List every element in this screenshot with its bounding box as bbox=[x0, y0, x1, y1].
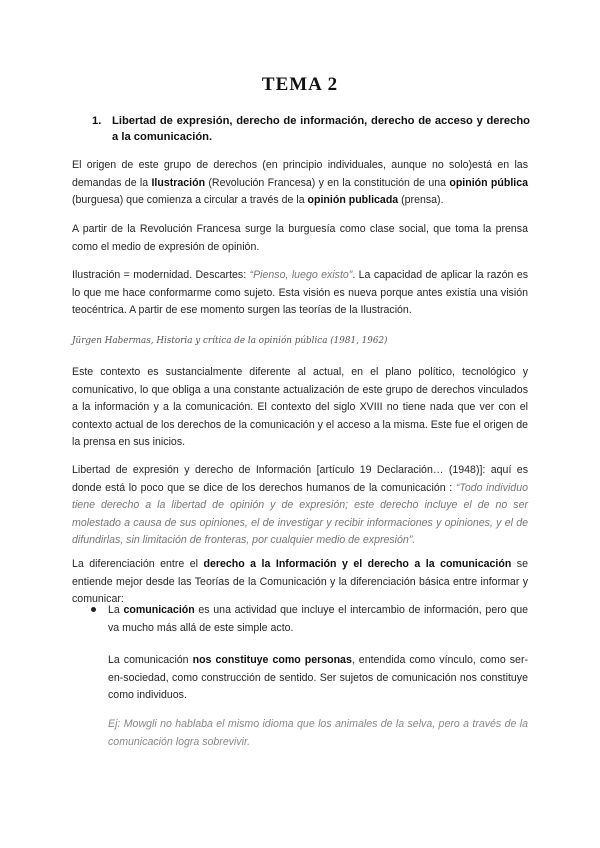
text-run: (burguesa) que comienza a circular a través de la bbox=[72, 194, 308, 206]
section-number: 1. bbox=[92, 115, 102, 127]
bullet-subparagraph bbox=[108, 652, 528, 705]
bullet-icon bbox=[91, 607, 96, 612]
text-run: , entendida como vínculo, como ser-en-sociedad, como construcción de sentido. Ser sujetos de comunicación nos constituye como individuos. bbox=[108, 654, 528, 701]
text-run: (prensa). bbox=[398, 194, 444, 206]
text-run: . La capacidad de aplicar la razón es lo que me hace conformarme como sujeto. Esta visión es nueva porque antes existía una visión teocéntrica. A partir de ese momento surgen las teorías de la Ilustración. bbox=[72, 269, 529, 316]
text-run: La bbox=[108, 604, 124, 616]
paragraph-illustration bbox=[72, 267, 528, 320]
section-heading bbox=[92, 113, 530, 145]
text-run: Libertad de expresión y derecho de Información [artículo 19 Declaración… (1948)]: aquí es donde está lo poco que se dice de los derechos humanos de la comunicación : bbox=[72, 464, 528, 494]
section-title: Libertad de expresión, derecho de información, derecho de acceso y derecho a la comunicación. bbox=[112, 115, 530, 143]
text-run: La comunicación bbox=[108, 654, 193, 666]
text-run: se entiende mejor desde las Teorías de la Comunicación y la diferenciación básica entre informar y comunicar: bbox=[72, 558, 528, 605]
paragraph-revolution: A partir de la Revolución Francesa surge la burguesía como clase social, que toma la prensa como el medio de expresión de opinión. bbox=[72, 223, 528, 253]
bold-term: Ilustración bbox=[151, 176, 206, 189]
bold-term: opinión pública bbox=[449, 176, 528, 189]
page-title: TEMA 2 bbox=[261, 74, 339, 95]
text-run: Ilustración = modernidad. Descartes: bbox=[72, 269, 250, 281]
text-run: es una actividad que incluye el intercambio de información, pero que va mucho más allá de este simple acto. bbox=[108, 604, 528, 634]
text-run: (Revolución Francesa) y en la constitución de una bbox=[205, 176, 450, 189]
example-note: Ej: Mowgli no hablaba el mismo idioma que los animales de la selva, pero a través de la comunicación logra sobrevivir. bbox=[108, 718, 528, 748]
bold-term: derecho a la Información y el derecho a la comunicación bbox=[203, 558, 512, 570]
paragraph-differentiation bbox=[72, 556, 528, 609]
bold-term: nos constituye como personas bbox=[192, 654, 352, 666]
quote: “Todo individuo tiene derecho a la libertad de opinión y de expresión; este derecho incluye el de no ser molestado a causa de sus opiniones, el de investigar y recibir informaciones y opiniones, y el de difundirlas, sin limitación de fronteras, por cualquier medio de expresión”. bbox=[72, 481, 528, 546]
text-run: La diferenciación entre el bbox=[72, 558, 204, 570]
citation: Jürgen Habermas, Historia y crítica de la opinión pública (1981, 1962) bbox=[72, 336, 388, 346]
bold-term: opinión publicada bbox=[307, 194, 399, 206]
paragraph-article-19 bbox=[72, 462, 528, 550]
text-run: El origen de este grupo de derechos (en principio individuales, aunque no solo)está en las demandas de la bbox=[72, 159, 528, 189]
bullet-item-communication bbox=[108, 602, 528, 637]
paragraph-context: Este contexto es sustancialmente diferente al actual, en el plano político, tecnológico y comunicativo, lo que obliga a una constante actualización de este grupo de derechos vinculados a la información y a la comunicación. El contexto del siglo XVIII no tiene nada que ver con el contexto actual de los derechos de la comunicación y el acceso a la misma. Este fue el origen de la prensa en sus inicios. bbox=[72, 366, 528, 448]
quote: “Pienso, luego existo” bbox=[249, 269, 353, 281]
bold-term: comunicación bbox=[123, 604, 195, 616]
paragraph-origin bbox=[72, 157, 528, 210]
